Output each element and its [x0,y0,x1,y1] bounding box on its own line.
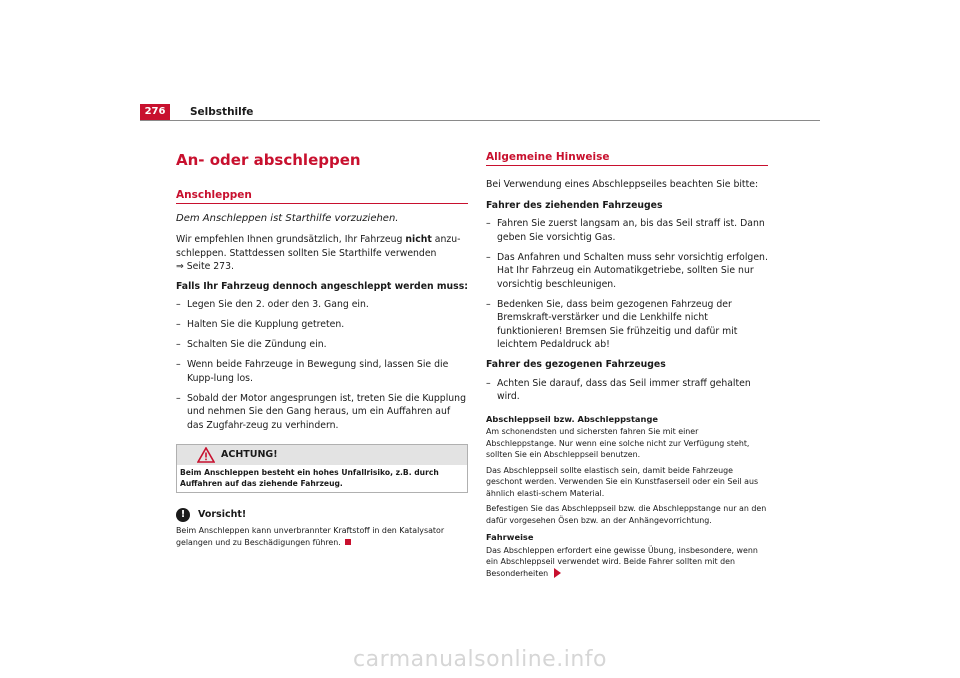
list-item: – Das Anfahren und Schalten muss sehr vorsichtig erfolgen. Hat Ihr Fahrzeug ein Automatikgetriebe, sollten Sie nur vorsichtig beschleunigen. [486,251,768,292]
exclamation-icon: ! [176,508,190,522]
towed-driver-list [486,377,768,404]
header-section-title: Selbsthilfe [190,106,254,118]
left-column [176,150,468,548]
list-item: – Schalten Sie die Zündung ein. [176,338,468,352]
right-intro: Bei Verwendung eines Abschleppseiles beachten Sie bitte: [486,179,759,190]
rope-paragraph-3: Befestigen Sie das Abschleppseil bzw. die Abschleppstange nur an den dafür vorgesehen Ösen bzw. an der Anhängevorrichtung. [486,504,767,525]
towed-driver-heading: Fahrer des gezogenen Fahrzeuges [486,359,666,370]
right-column [486,150,768,583]
intro-emphasis: nicht [405,234,432,245]
section-heading-anschleppen: Anschleppen [176,188,468,204]
warning-header [177,445,467,465]
warning-text: Beim Anschleppen besteht ein hohes Unfallrisiko, z.B. durch Auffahren auf das ziehende Fahrzeug. [180,468,439,488]
list-item: – Fahren Sie zuerst langsam an, bis das Seil straff ist. Dann geben Sie vorsichtig Gas. [486,217,768,244]
section-heading-hinweise: Allgemeine Hinweise [486,150,768,166]
warning-triangle-icon [197,447,215,463]
list-item: – Legen Sie den 2. oder den 3. Gang ein. [176,298,468,312]
driving-paragraph [486,545,768,580]
page-number: 276 [140,104,170,120]
driving-heading: Fahrweise [486,532,534,542]
driving-text: Das Abschleppen erfordert eine gewisse Übung, insbesondere, wenn ein Abschleppseil verwendet wird. Beide Fahrer sollten mit den Besonderheiten [486,545,758,578]
list-item: – Halten Sie die Kupplung getreten. [176,318,468,332]
intro-paragraph [176,233,468,274]
intro-before: Wir empfehlen Ihnen grundsätzlich, Ihr Fahrzeug [176,234,403,245]
caution-text: Beim Anschleppen kann unverbrannter Kraftstoff in den Katalysator gelangen und zu Beschädigungen führen. [176,526,445,547]
warning-box [176,444,468,493]
steps-heading: Falls Ihr Fahrzeug dennoch angeschleppt werden muss: [176,280,468,292]
warning-label: ACHTUNG! [221,449,278,461]
towing-driver-heading: Fahrer des ziehenden Fahrzeuges [486,199,663,211]
page-title: An- oder abschleppen [176,151,361,169]
end-marker-icon [345,539,351,545]
rope-heading: Abschleppseil bzw. Abschleppstange [486,413,659,424]
list-item: – Achten Sie darauf, dass das Seil immer straff gehalten wird. [486,377,768,404]
caution-header [176,507,468,523]
towing-driver-list [486,217,768,352]
page-reference-link[interactable]: ⇒ Seite 273. [176,261,234,272]
rope-paragraph-2: Das Abschleppseil sollte elastisch sein, damit beide Fahrzeuge geschont werden. Verwenden Sie ein Kunstfaserseil oder ein Seil aus ähnlich elasti-schem Material. [486,465,759,498]
lead-text: Dem Anschleppen ist Starthilfe vorzuziehen. [176,213,399,224]
caution-label: Vorsicht! [198,509,247,521]
list-item: – Bedenken Sie, dass beim gezogenen Fahrzeug der Bremskraft-verstärker und die Lenkhilfe nicht funktionieren! Bremsen Sie frühzeitig und dafür mit leichtem Pedaldruck ab! [486,298,768,352]
continue-arrow-icon [554,568,561,578]
intro-after: anzu-schleppen. Stattdessen sollten Sie Starthilfe verwenden [176,234,461,259]
caution-body [176,525,468,548]
rope-paragraph-1: Am schonendsten und sichersten fahren Sie mit einer Abschleppstange. Nur wenn eine solche nicht zur Verfügung steht, sollten Sie ein Abschleppseil benutzen. [486,427,750,459]
list-item: – Sobald der Motor angesprungen ist, treten Sie die Kupplung und nehmen Sie den Gang heraus, um ein Auffahren auf das Zugfahr-zeug zu verhindern. [176,392,468,433]
header-divider [140,120,820,121]
steps-list [176,298,468,432]
caution-note [176,507,468,548]
watermark: carmanualsonline.info [353,647,607,672]
list-item: – Wenn beide Fahrzeuge in Bewegung sind, lassen Sie die Kupp-lung los. [176,358,468,385]
